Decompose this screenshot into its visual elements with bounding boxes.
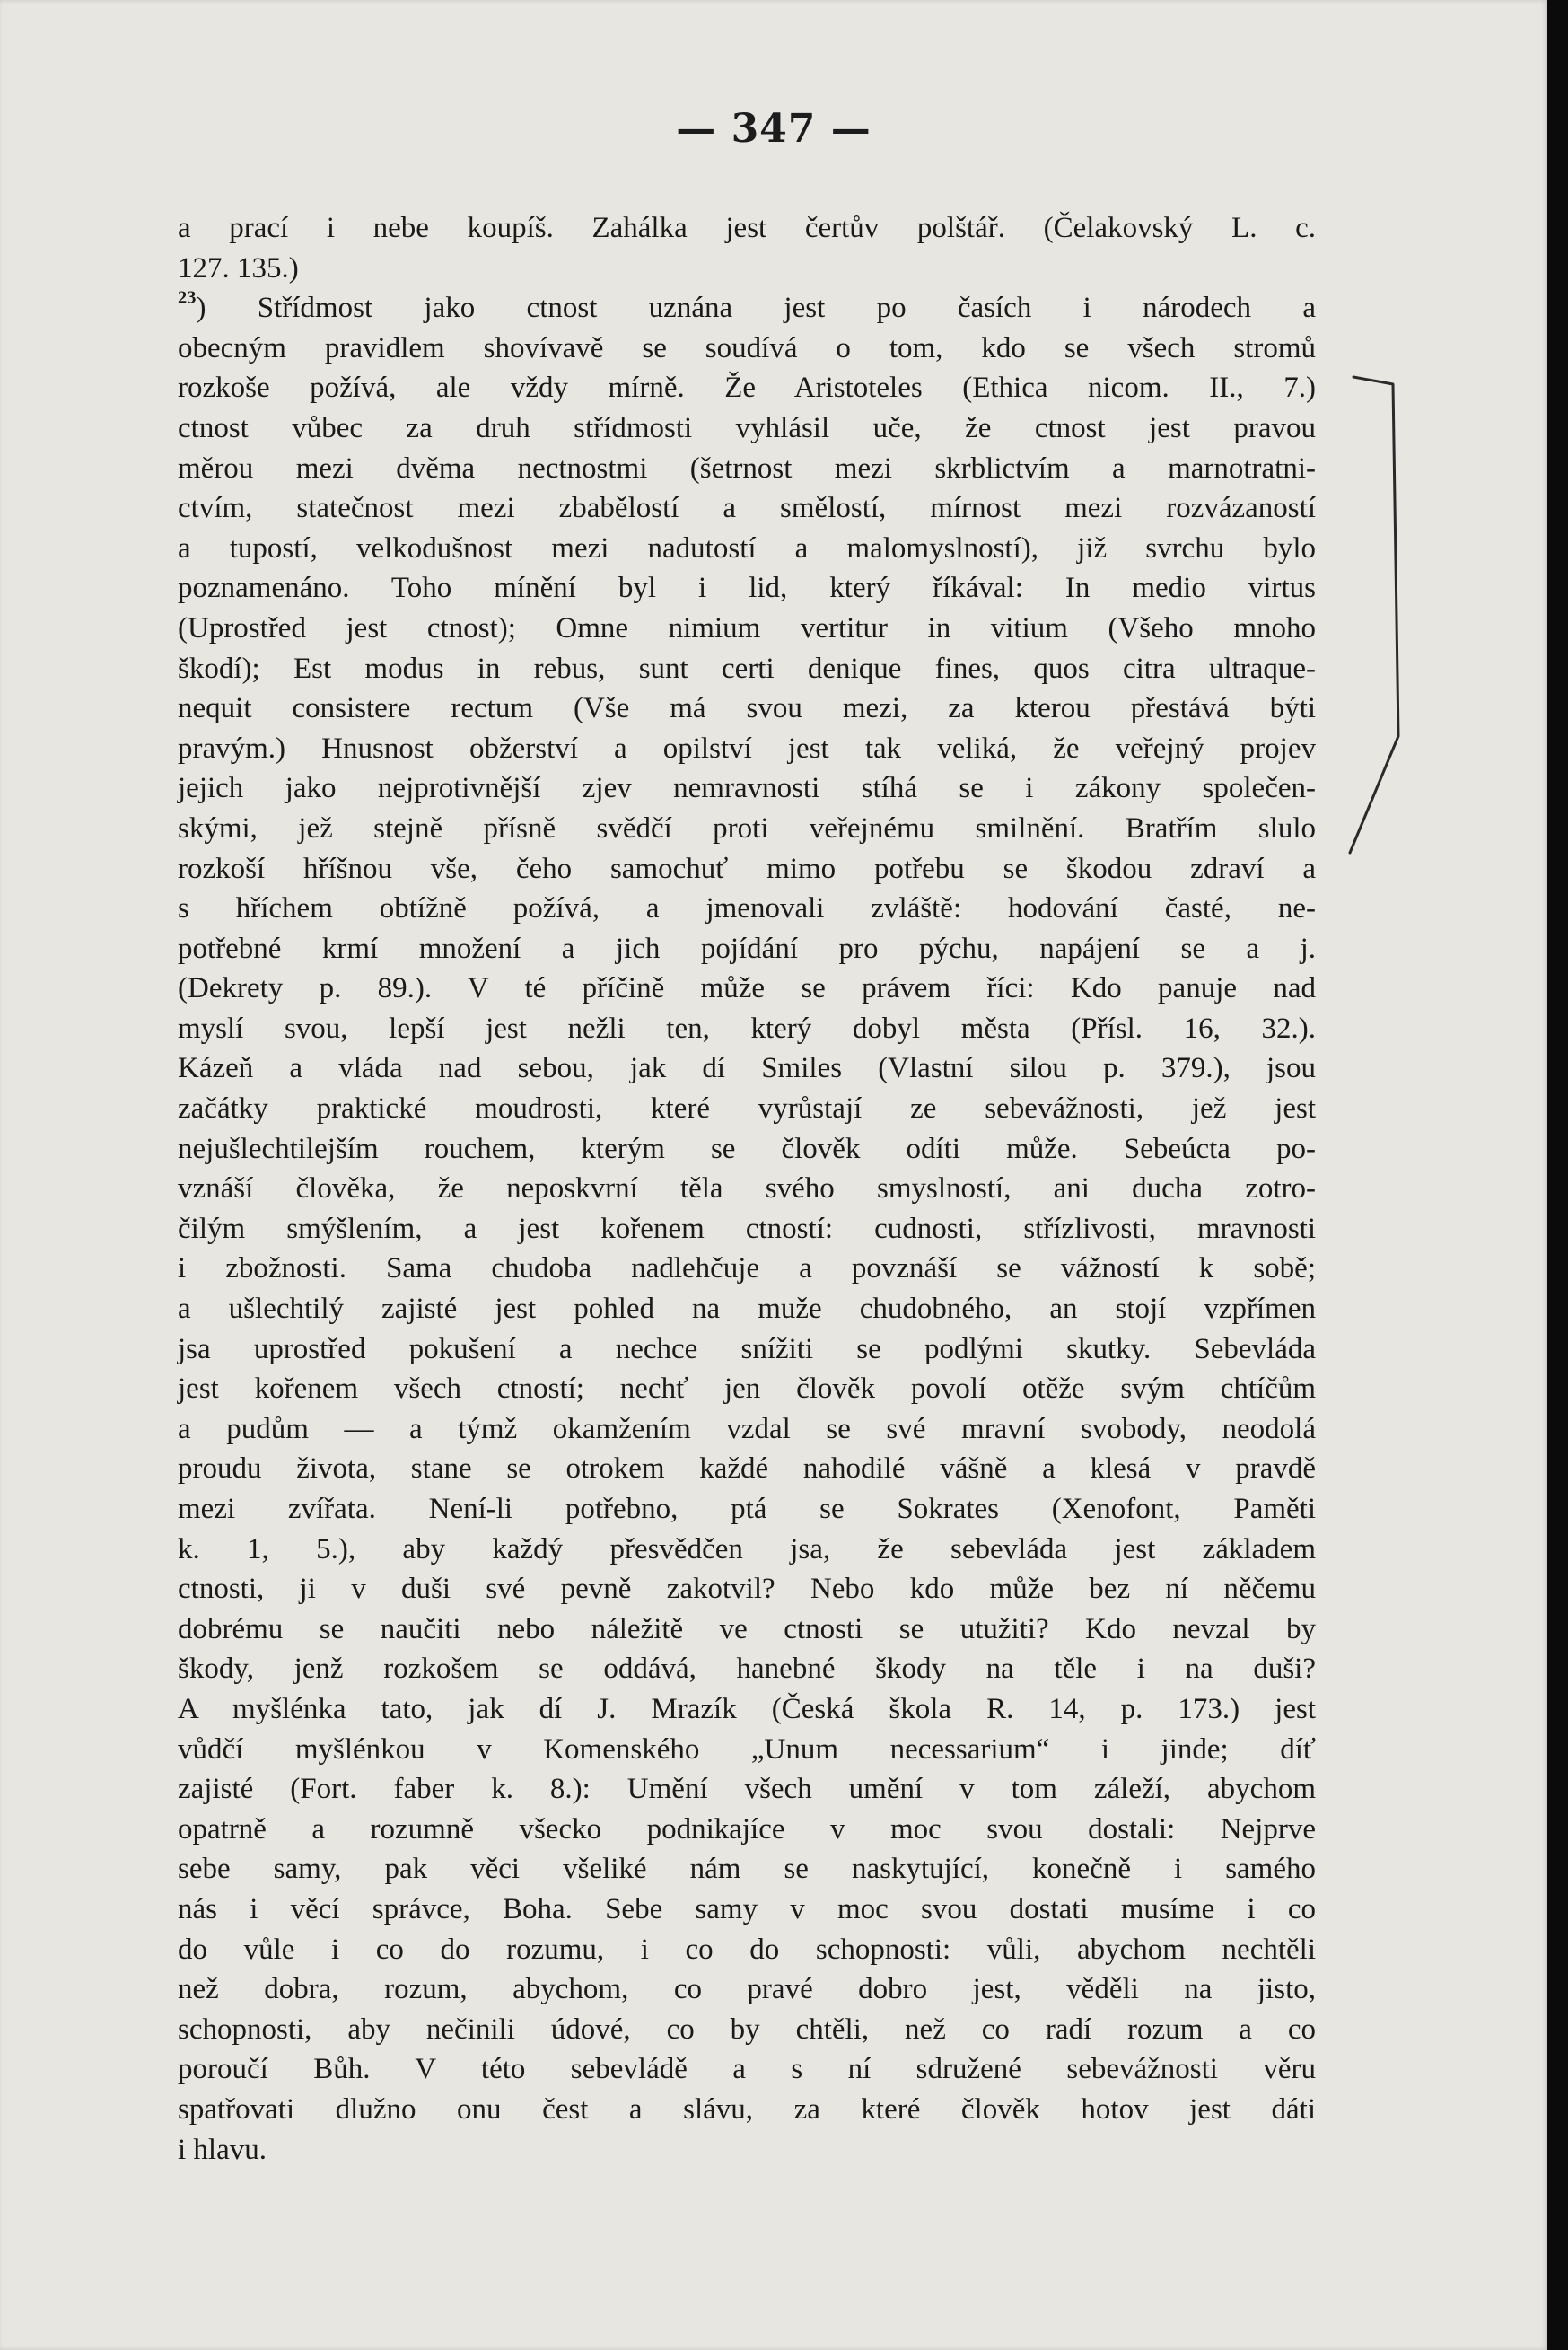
text-line: nejušlechtilejším rouchem, kterým se člověk odíti může. Sebeúcta po- (178, 1132, 1316, 1165)
text-line: čilým smýšlením, a jest kořenem ctností: cudnosti, střízlivosti, mravnosti (178, 1212, 1316, 1245)
text-line: mezi zvířata. Není-li potřebno, ptá se Sokrates (Xenofont, Paměti (178, 1493, 1316, 1525)
text-line: měrou mezi dvěma nectnostmi (šetrnost mezi skrblictvím a marnotratni- (178, 452, 1316, 485)
text-line: nás i věcí správce, Boha. Sebe samy v moc svou dostati musíme i co (178, 1892, 1316, 1925)
text-line: škodí); Est modus in rebus, sunt certi denique fines, quos citra ultraque- (178, 652, 1316, 685)
text-line: pravým.) Hnusnost obžerství a opilství jest tak veliká, že veřejný projev (178, 732, 1316, 765)
text-line: vznáší člověka, že neposkvrní těla svého smyslností, ani ducha zotro- (178, 1172, 1316, 1206)
text-line: i hlavu. (178, 2133, 267, 2166)
text-line: i zbožnosti. Sama chudoba nadlehčuje a povznáší se vážností k sobě; (178, 1252, 1316, 1285)
page-number: — 347 — (676, 106, 872, 152)
text-line: proudu života, stane se otrokem každé nahodilé vášně a klesá v pravdě (178, 1452, 1316, 1486)
footnote-number: 23 (178, 287, 197, 308)
text-line: než dobra, rozum, abychom, co pravé dobro jest, věděli na jisto, (178, 1973, 1316, 2006)
text-line: ctnost vůbec za druh střídmosti vyhlásil uče, že ctnost jest pravou (178, 411, 1316, 444)
text-line: ctvím, statečnost mezi zbabělostí a smělostí, mírnost mezi rozvázaností (178, 492, 1316, 525)
text-line: A myšlénka tato, jak dí J. Mrazík (Česká škola R. 14, p. 173.) jest (178, 1692, 1316, 1725)
text-line: rozkoše požívá, ale vždy mírně. Že Aristoteles (Ethica nicom. II., 7.) (178, 372, 1316, 405)
body-text (178, 208, 1316, 2170)
text-line: nequit consistere rectum (Vše má svou mezi, za kterou přestává býti (178, 692, 1316, 725)
text-line: poroučí Bůh. V této sebevládě a s ní sdružené sebevážnosti věru (178, 2053, 1316, 2086)
text-line: opatrně a rozumně všecko podnikajíce v moc svou dostali: Nejprve (178, 1812, 1316, 1846)
text-line: spatřovati dlužno onu čest a slávu, za které člověk hotov jest dáti (178, 2092, 1316, 2126)
margin-bracket-mark (1346, 368, 1436, 871)
text-line: a pudům — a týmž okamžením vzdal se své mravní svobody, neodolá (178, 1412, 1316, 1445)
text-line: skými, jež stejně přísně svědčí proti veřejnému smilnění. Bratřím slulo (178, 811, 1316, 845)
text-line: poznamenáno. Toho mínění byl i lid, který říkával: In medio virtus (178, 572, 1316, 605)
text-line: s hříchem obtížně požívá, a jmenovali zvláště: hodování časté, ne- (178, 892, 1316, 925)
text-line: jejich jako nejprotivnější zjev nemravnosti stíhá se i zákony společen- (178, 772, 1316, 805)
text-line: $^{23}$) Střídmost jako ctnost uznána jest po časích i národech a (178, 287, 1316, 325)
text-line: myslí svou, lepší jest nežli ten, který dobyl města (Přísl. 16, 32.). (178, 1012, 1316, 1045)
text-line: k. 1, 5.), aby každý přesvědčen jsa, že sebevláda jest základem (178, 1532, 1316, 1565)
text-line: schopnosti, aby nečinili údové, co by chtěli, než co radí rozum a co (178, 2012, 1316, 2046)
text-line: začátky praktické moudrosti, které vyrůstají ze sebevážnosti, jež jest (178, 1092, 1316, 1126)
text-line: a prací i nebe koupíš. Zahálka jest čertův polštář. (Čelakovský L. c. (178, 212, 1316, 244)
text-line: potřebné krmí množení a jich pojídání pro pýchu, napájení se a j. (178, 932, 1316, 965)
text-line: dobrému se naučiti nebo náležitě ve ctnosti se utužiti? Kdo nevzal by (178, 1612, 1316, 1645)
text-line: vůdčí myšlénkou v Komenského „Unum necessarium“ i jinde; díť (178, 1732, 1316, 1766)
text-line: a ušlechtilý zajisté jest pohled na muže chudobného, an stojí vzpřímen (178, 1293, 1316, 1326)
text-line: (Dekrety p. 89.). V té příčině může se právem říci: Kdo panuje nad (178, 972, 1316, 1005)
text-line: 127. 135.) (178, 251, 299, 285)
text-line: a tupostí, velkodušnost mezi nadutostí a malomyslností), již svrchu bylo (178, 531, 1316, 565)
text-line: obecným pravidlem shovívavě se soudívá o tom, kdo se všech stromů (178, 331, 1316, 364)
text-line: (Uprostřed jest ctnost); Omne nimium vertitur in vitium (Všeho mnoho (178, 611, 1316, 644)
text-line: sebe samy, pak věci všeliké nám se naskytující, konečně i samého (178, 1853, 1316, 1886)
text-line: rozkoší hříšnou vše, čeho samochuť mimo potřebu se škodou zdraví a (178, 852, 1316, 885)
text-line: Kázeň a vláda nad sebou, jak dí Smiles (Vlastní silou p. 379.), jsou (178, 1052, 1316, 1085)
text-line: ctnosti, ji v duši své pevně zakotvil? Nebo kdo může bez ní něčemu (178, 1573, 1316, 1606)
text-line: zajisté (Fort. faber k. 8.): Umění všech umění v tom záleží, abychom (178, 1773, 1316, 1806)
text-line: jsa uprostřed pokušení a nechce snížiti se podlými skutky. Sebevláda (178, 1332, 1316, 1365)
text-line: jest kořenem všech ctností; nechť jen člověk povolí otěže svým chtíčům (178, 1372, 1316, 1406)
text-line: škody, jenž rozkošem se oddává, hanebné škody na těle i na duši? (178, 1653, 1316, 1686)
text-line: do vůle i co do rozumu, i co do schopnosti: vůli, abychom nechtěli (178, 1933, 1316, 1966)
